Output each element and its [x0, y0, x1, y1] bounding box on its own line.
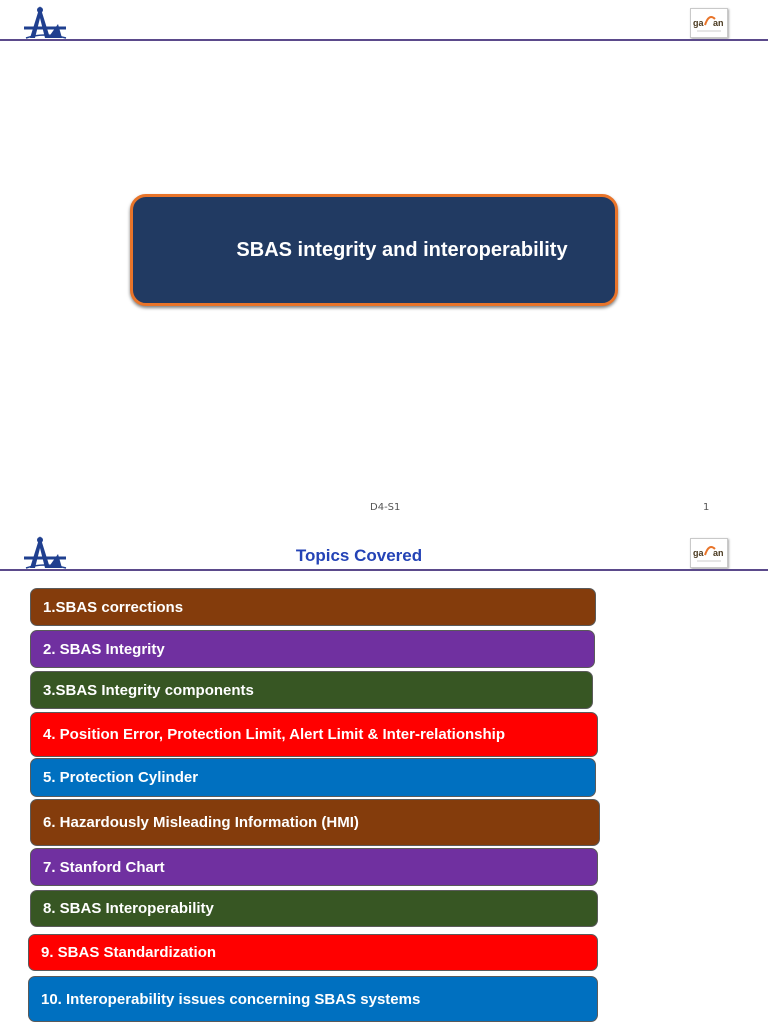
gagan-logo	[690, 538, 728, 568]
footer-label: D4-S1	[370, 502, 401, 513]
topic-item-4: 4. Position Error, Protection Limit, Alert Limit & Inter-relationship	[30, 712, 598, 757]
topic-item-7: 7. Stanford Chart	[30, 848, 598, 886]
topic-item-3: 3.SBAS Integrity components	[30, 671, 593, 709]
page-number: 1	[703, 502, 710, 513]
gagan-logo-icon	[691, 539, 727, 567]
svg-text:an: an	[713, 548, 724, 558]
gagan-logo-icon	[691, 9, 727, 37]
topics-title: Topics Covered	[295, 546, 423, 565]
svg-text:ga: ga	[693, 18, 704, 28]
topic-item-5: 5. Protection Cylinder	[30, 758, 596, 797]
topic-item-2: 2. SBAS Integrity	[30, 630, 595, 668]
slide-title: SBAS integrity and interoperability	[236, 238, 568, 261]
topic-item-8: 8. SBAS Interoperability	[30, 890, 598, 927]
svg-text:an: an	[713, 18, 724, 28]
header-divider	[0, 569, 768, 571]
aai-logo-icon	[22, 4, 68, 40]
header-divider	[0, 39, 768, 41]
topic-item-10: 10. Interoperability issues concerning SBAS systems	[28, 976, 598, 1022]
topic-item-9: 9. SBAS Standardization	[28, 934, 598, 971]
gagan-logo	[690, 8, 728, 38]
svg-text:ga: ga	[693, 548, 704, 558]
topic-item-1: 1.SBAS corrections	[30, 588, 596, 626]
topic-item-6: 6. Hazardously Misleading Information (HMI)	[30, 799, 600, 846]
slide-2	[0, 524, 768, 1024]
title-box	[130, 194, 618, 306]
